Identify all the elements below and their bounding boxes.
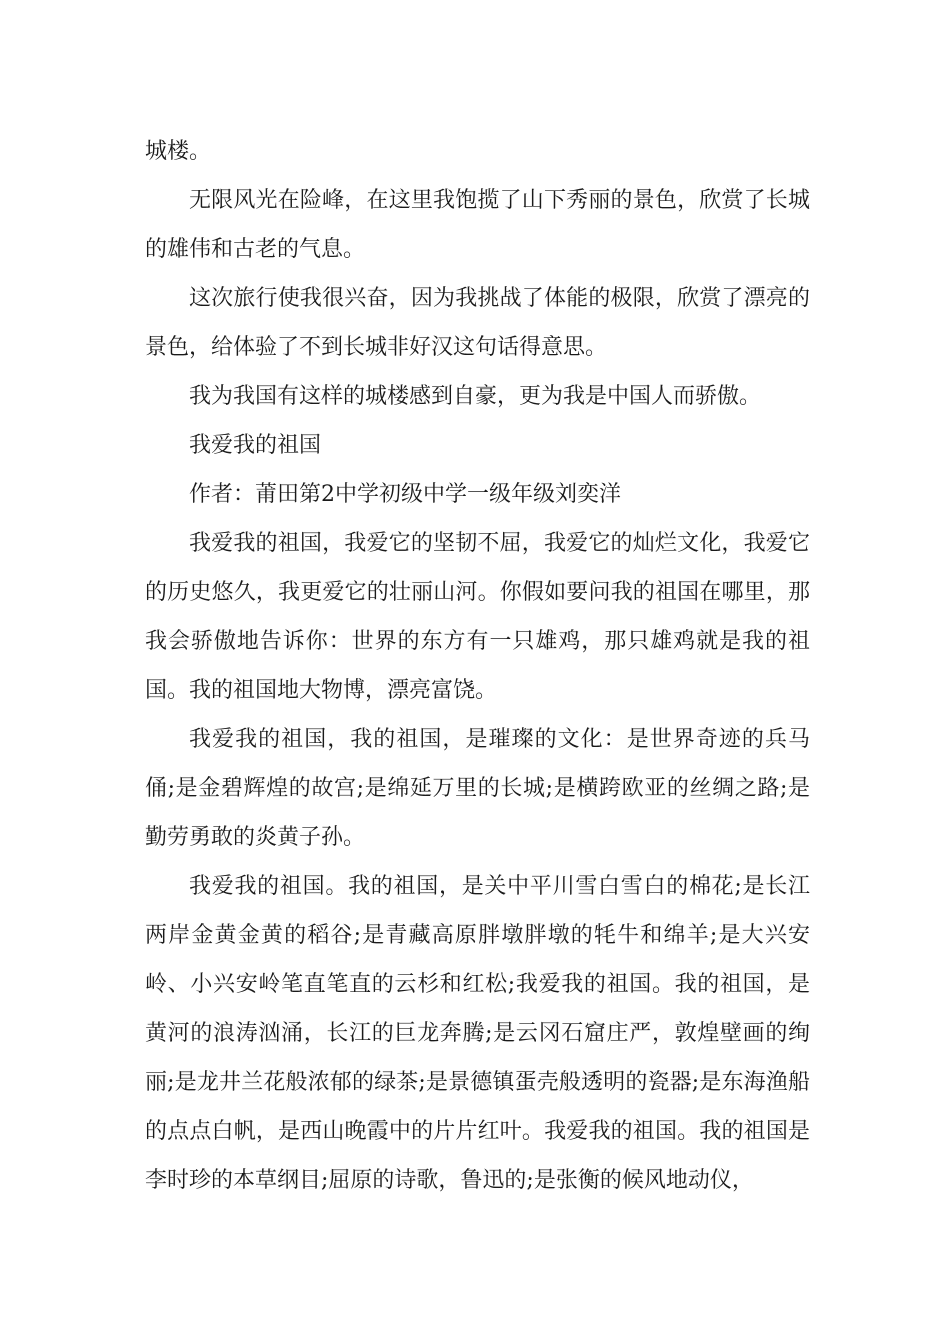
essay-title: 我爱我的祖国 xyxy=(189,433,322,458)
paragraph-landscape: 我爱我的祖国。我的祖国，是关中平川雪白雪白的棉花;是长江两岸金黄金黄的稻谷;是青藏高原胖墩胖墩的牦牛和绵羊;是大兴安岭、小兴安岭笔直笔直的云杉和红松;我爱我的祖国。我的祖国，是黄河的浪涛汹涌，长江的巨龙奔腾;是云冈石窟庄严，敦煌壁画的绚丽;是龙井兰花般浓郁的绿茶;是景德镇蛋壳般透明的瓷器;是东海渔船的点点白帆，是西山晚霞中的片片红叶。我爱我的祖国。我的祖国是李时珍的本草纲目;屈原的诗歌，鲁迅的;是张衡的候风地动仪， xyxy=(145,874,810,1193)
paragraph-scenery: 无限风光在险峰，在这里我饱揽了山下秀丽的景色，欣赏了长城的雄伟和古老的气息。 xyxy=(145,188,810,262)
paragraph-trip: 这次旅行使我很兴奋，因为我挑战了体能的极限，欣赏了漂亮的景色，给体验了不到长城非好汉这句话得意思。 xyxy=(145,286,810,360)
paragraph-culture: 我爱我的祖国，我的祖国，是璀璨的文化：是世界奇迹的兵马俑;是金碧辉煌的故宫;是绵延万里的长城;是横跨欧亚的丝绸之路;是勤劳勇敢的炎黄子孙。 xyxy=(145,727,810,850)
paragraph-love-country: 我爱我的祖国，我爱它的坚韧不屈，我爱它的灿烂文化，我爱它的历史悠久，我更爱它的壮丽山河。你假如要问我的祖国在哪里，那我会骄傲地告诉你：世界的东方有一只雄鸡，那只雄鸡就是我的祖国。我的祖国地大物博，漂亮富饶。 xyxy=(145,531,810,703)
document-body xyxy=(145,127,810,1205)
essay-author: 作者：莆田第2中学初级中学一级年级刘奕洋 xyxy=(189,482,621,507)
paragraph-pride: 我为我国有这样的城楼感到自豪，更为我是中国人而骄傲。 xyxy=(189,384,762,409)
paragraph-continuation: 城楼。 xyxy=(145,139,212,164)
